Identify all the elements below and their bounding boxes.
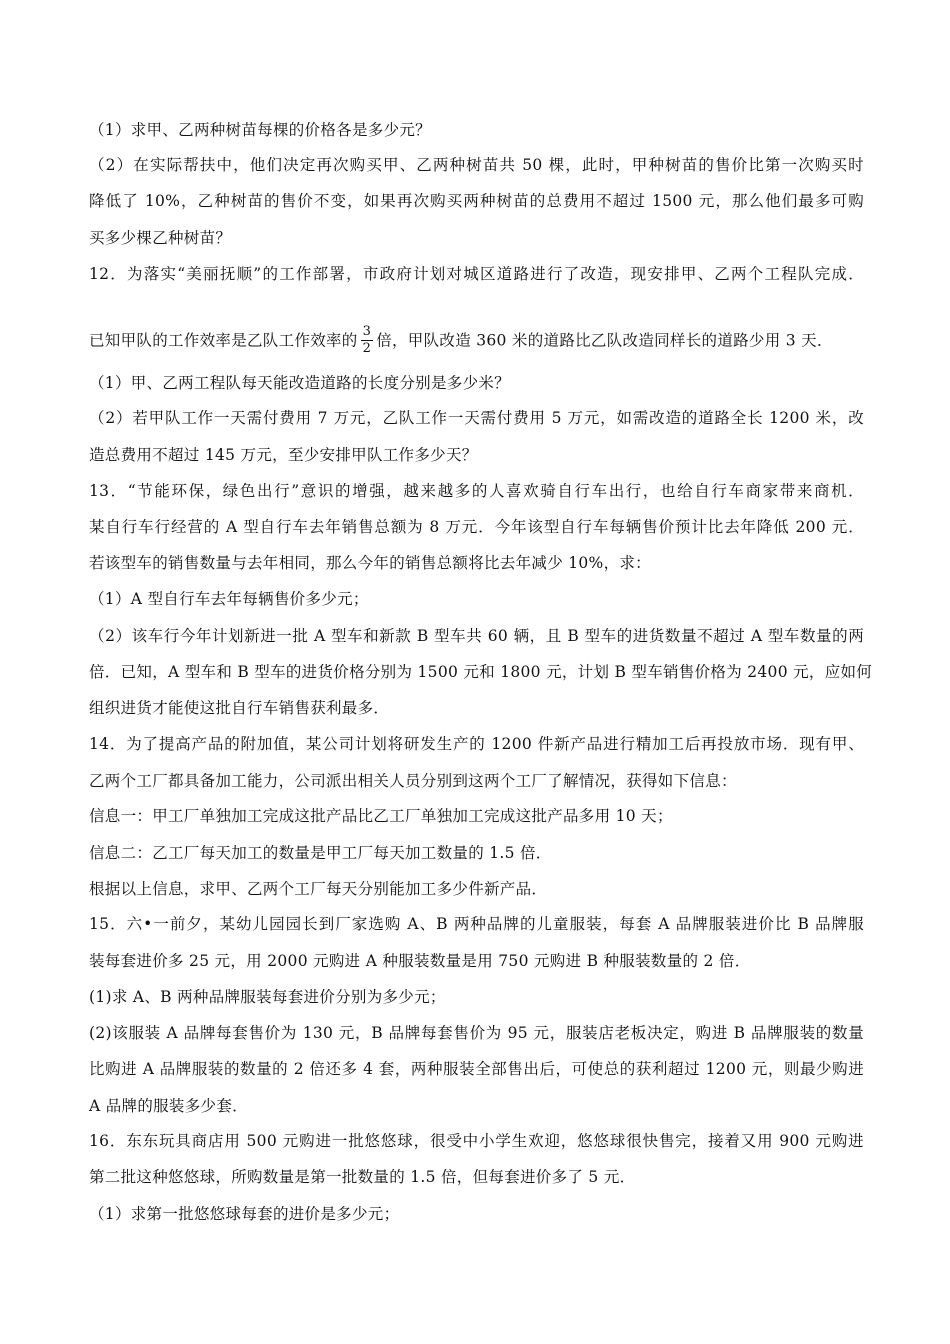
q16-stem-line2: 第二批这种悠悠球，所购数量是第一批数量的 1.5 倍，但每套进价多了 5 元． [89,1168,636,1186]
fraction-three-halves [361,325,374,356]
q16-stem-line1: 16．东东玩具商店用 500 元购进一批悠悠球，很受中小学生欢迎，悠悠球很快售完，接着又用 900 元购进 [89,1132,864,1150]
q13-stem-line1: 13．“节能环保，绿色出行”意识的增强，越来越多的人喜欢骑自行车出行，也给自行车商家带来商机． [89,482,864,500]
q15-part2-line3: A 品牌的服装多少套． [89,1097,248,1115]
q14-info1: 信息一：甲工厂单独加工完成这批产品比乙工厂单独加工完成这批产品多用 10 天； [89,807,673,825]
q14-stem-line1: 14．为了提高产品的附加值，某公司计划将研发生产的 1200 件新产品进行精加工后再投放市场．现有甲、 [89,735,864,753]
q11-part2-line1: （2）在实际帮扶中，他们决定再次购买甲、乙两种树苗共 50 棵，此时，甲种树苗的售价比第一次购买时 [89,156,864,174]
q12-part2-line1: （2）若甲队工作一天需付费用 7 万元，乙队工作一天需付费用 5 万元，如需改造的道路全长 1200 米，改 [89,409,864,427]
q13-part2-line2: 倍．已知，A 型车和 B 型车的进货价格分别为 1500 元和 1800 元，计划 B 型车销售价格为 2400 元，应如何 [89,663,873,681]
q14-question: 根据以上信息，求甲、乙两个工厂每天分别能加工多少件新产品． [89,880,548,898]
q15-stem-line1: 15．六•一前夕，某幼儿园园长到厂家选购 A、B 两种品牌的儿童服装，每套 A 品牌服装进价比 B 品牌服 [89,915,864,933]
q15-part2-line2: 比购进 A 品牌服装的数量的 2 倍还多 4 套，两种服装全部售出后，可使总的获利超过 1200 元，则最少购进 [89,1060,864,1078]
q12-stem-line1: 12．为落实“美丽抚顺”的工作部署，市政府计划对城区道路进行了改造，现安排甲、乙两个工程队完成． [89,265,864,283]
q15-stem-line2: 装每套进价多 25 元，用 2000 元购进 A 种服装数量是用 750 元购进 B 种服装数量的 2 倍． [89,952,751,970]
q13-part1: （1）A 型自行车去年每辆售价多少元； [89,590,369,608]
q11-part1: （1）求甲、乙两种树苗每棵的价格各是多少元？ [89,121,431,139]
q16-part1: （1）求第一批悠悠球每套的进价是多少元； [89,1205,400,1223]
q15-part2-line1: (2)该服装 A 品牌每套售价为 130 元，B 品牌每套售价为 95 元，服装店老板决定，购进 B 品牌服装的数量 [89,1024,864,1042]
fraction-numerator: 3 [362,324,372,339]
q12-stem-line2 [89,326,864,357]
q12-part1: （1）甲、乙两工程队每天能改造道路的长度分别是多少米？ [89,374,510,392]
q12-stem-text-b: 倍，甲队改造 360 米的道路比乙队改造同样长的道路少用 3 天． [376,331,833,350]
q15-part1: (1)求 A、B 两种品牌服装每套进价分别为多少元； [89,988,446,1006]
q13-part2-line3: 组织进货才能使这批自行车销售获利最多． [89,699,390,717]
q13-part2-line1: （2）该车行今年计划新进一批 A 型车和新款 B 型车共 60 辆，且 B 型车的进货数量不超过 A 型车数量的两 [89,627,865,645]
q14-stem-line2: 乙两个工厂都具备加工能力，公司派出相关人员分别到这两个工厂了解情况，获得如下信息： [89,772,737,790]
q13-stem-line2: 某自行车行经营的 A 型自行车去年销售总额为 8 万元．今年该型自行车每辆售价预计比去年降低 200 元． [89,518,864,536]
q12-part2-line2: 造总费用不超过 145 万元，至少安排甲队工作多少天？ [89,446,478,464]
q11-part2-line2: 降低了 10%，乙种树苗的售价不变，如果再次购买两种树苗的总费用不超过 1500 元，那么他们最多可购 [89,192,864,210]
q14-info2: 信息二：乙工厂每天加工的数量是甲工厂每天加工数量的 1.5 倍． [89,844,552,862]
q11-part2-line3: 买多少棵乙种树苗？ [89,229,232,247]
q13-stem-line3: 若该型车的销售数量与去年相同，那么今年的销售总额将比去年减少 10%，求： [89,554,651,572]
q12-stem-text-a: 已知甲队的工作效率是乙队工作效率的 [89,331,358,350]
fraction-denominator: 2 [362,341,372,356]
